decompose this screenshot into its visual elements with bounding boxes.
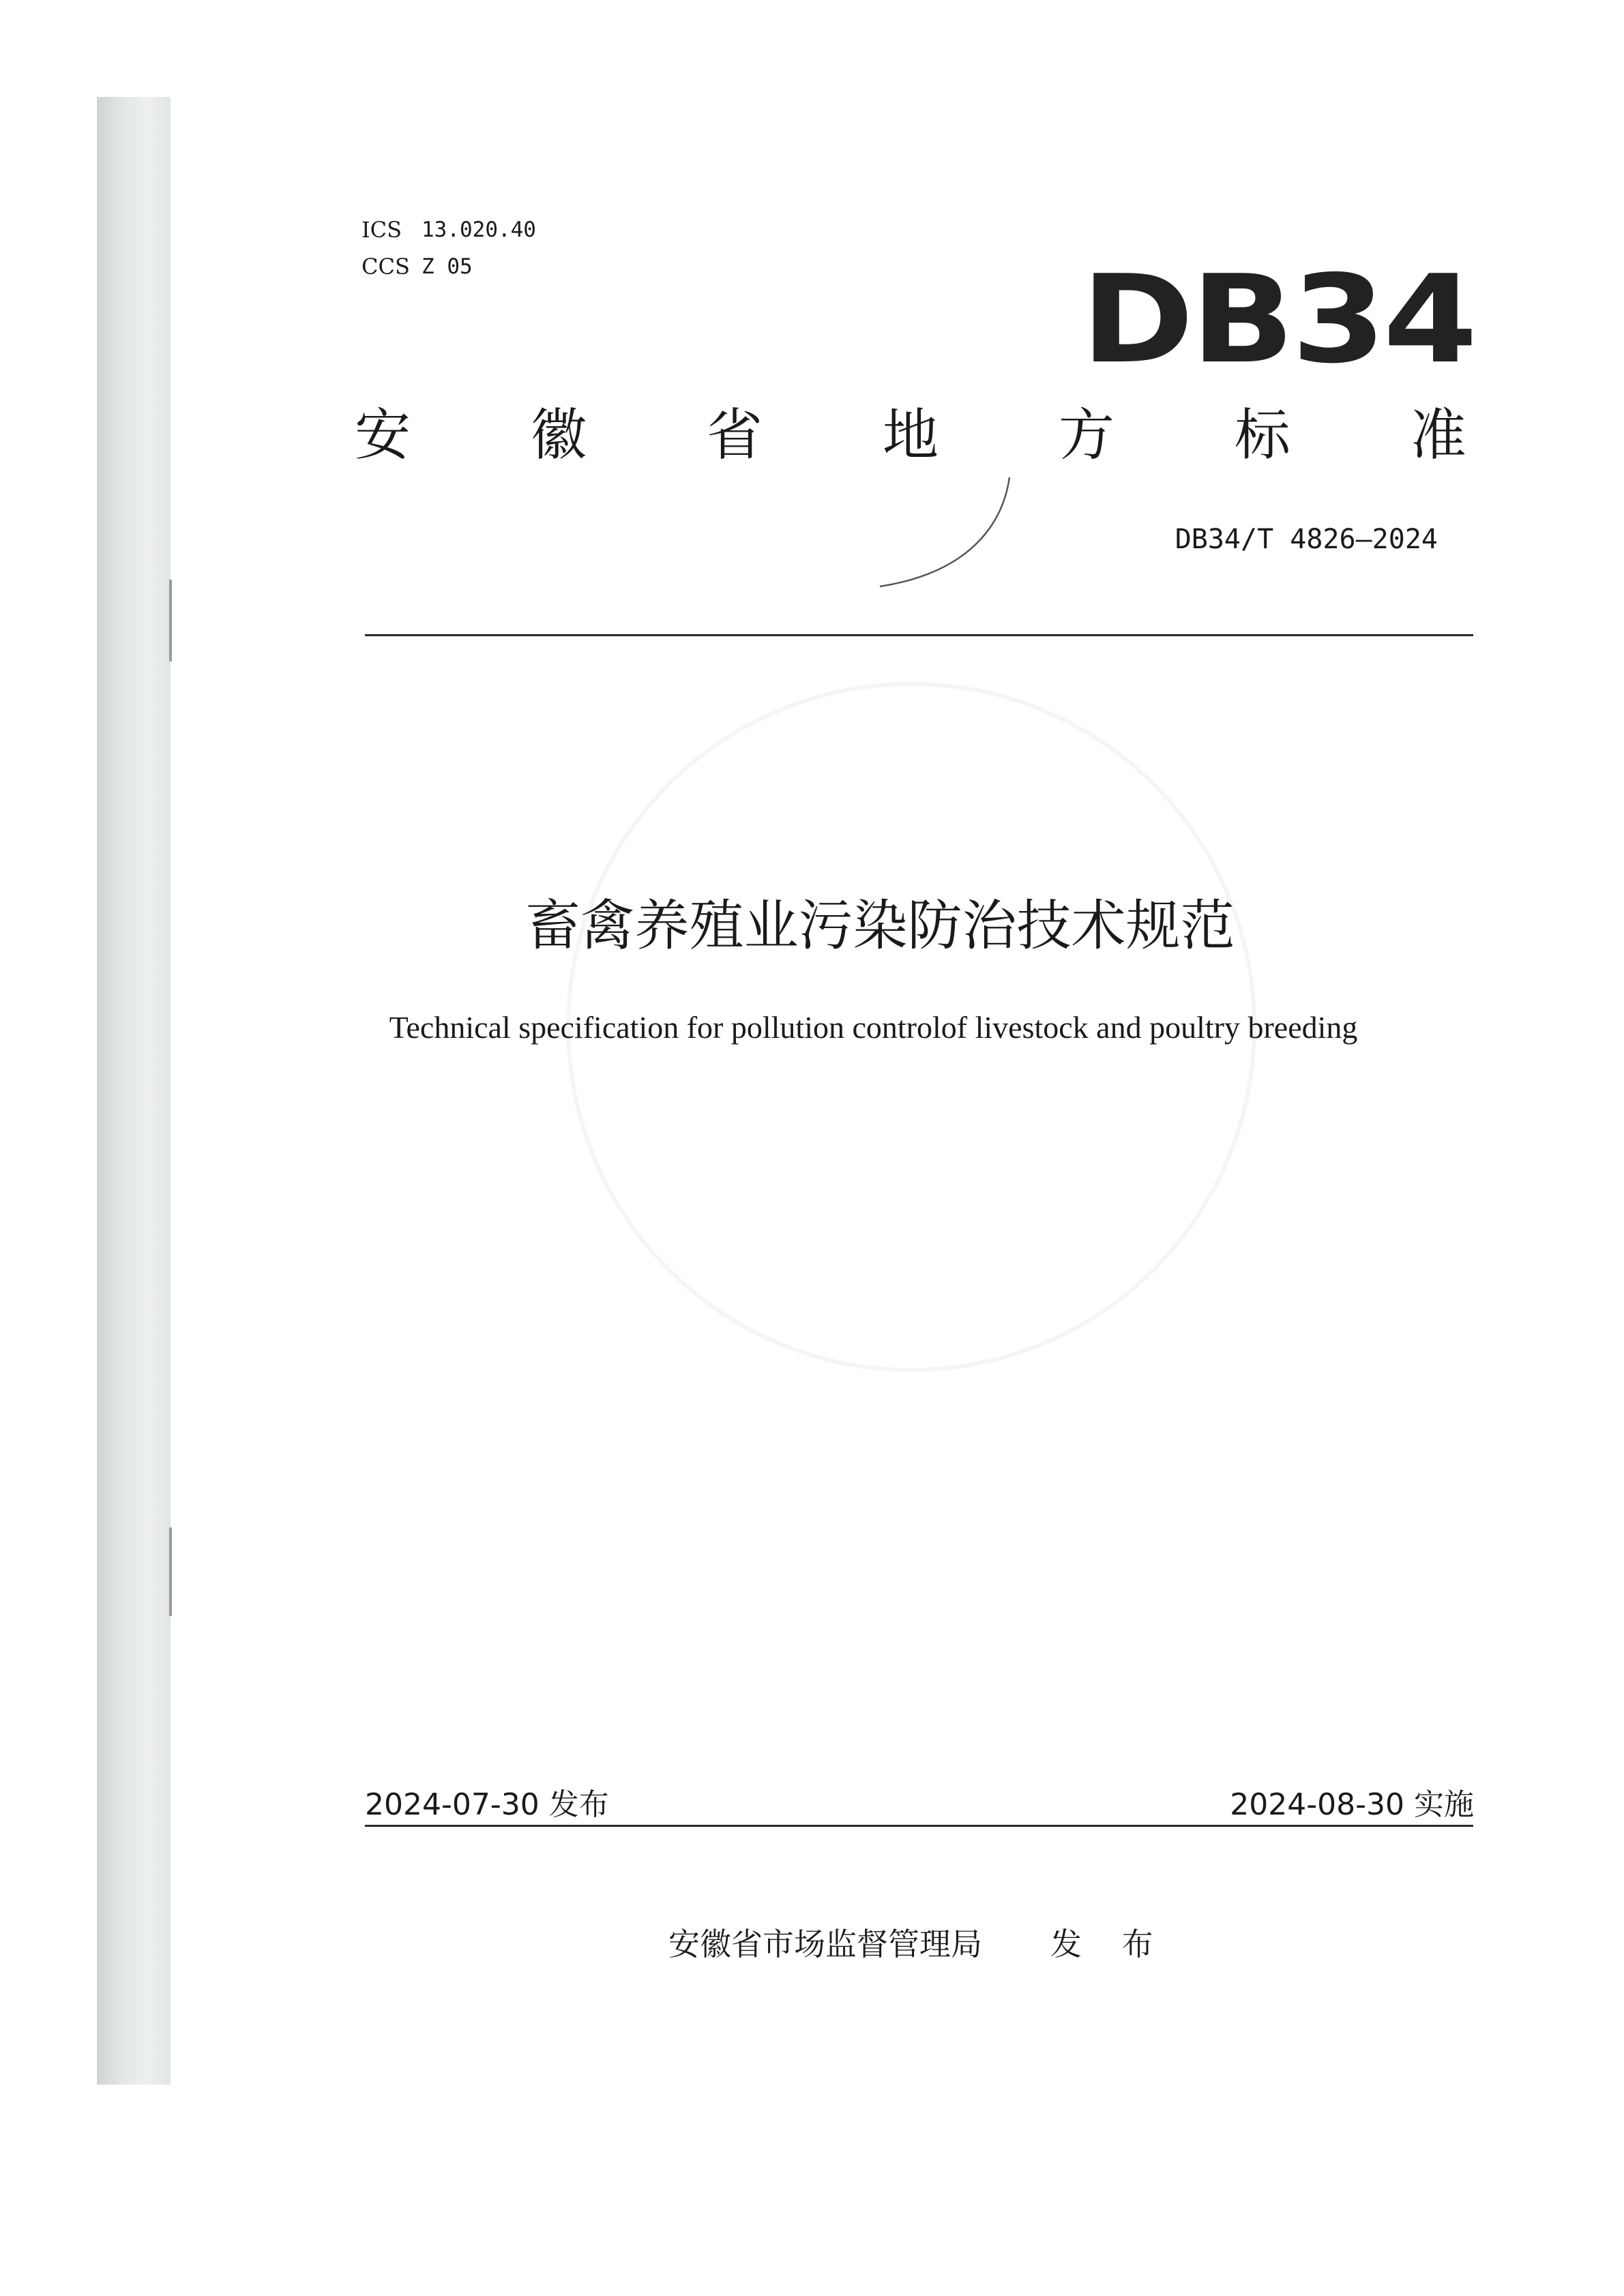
issuer-name: 安徽省市场监督管理局 — [668, 1926, 982, 1963]
publish-date: 2024-07-30 发布 — [365, 1787, 609, 1822]
binding-mark — [169, 580, 172, 661]
binding-strip — [97, 97, 171, 2085]
ccs-label: CCS — [361, 254, 410, 280]
classification-codes — [361, 211, 536, 285]
standard-number: DB34/T 4826—2024 — [1175, 524, 1438, 555]
chinese-title: 畜禽养殖业污染防治技术规范 — [525, 894, 1235, 957]
footer-divider — [365, 1825, 1473, 1827]
issuer-line — [668, 1920, 1168, 1965]
ccs-row — [361, 248, 536, 285]
ics-label: ICS — [361, 217, 402, 243]
ics-row — [361, 211, 536, 248]
standard-type-char: 方 — [1058, 403, 1114, 468]
standard-type-char: 地 — [882, 403, 939, 468]
standard-type-char: 安 — [355, 403, 411, 468]
standard-type-char: 徽 — [530, 403, 587, 468]
standard-type-char: 省 — [706, 403, 763, 468]
binding-mark — [169, 1527, 172, 1616]
db34-logo: DB34 — [1081, 249, 1475, 390]
ics-value: 13.020.40 — [422, 218, 536, 242]
header-divider — [365, 634, 1473, 636]
pen-mark — [866, 471, 1016, 593]
ccs-value: Z 05 — [422, 254, 473, 279]
implement-date: 2024-08-30 实施 — [1230, 1787, 1474, 1822]
issuer-verb: 发 布 — [1050, 1926, 1168, 1963]
standard-type-heading — [355, 403, 1466, 468]
english-title: Technical specification for pollution controlof livestock and poultry breeding — [389, 1010, 1358, 1045]
standard-type-char: 标 — [1234, 403, 1290, 468]
standard-type-char: 准 — [1410, 403, 1466, 468]
